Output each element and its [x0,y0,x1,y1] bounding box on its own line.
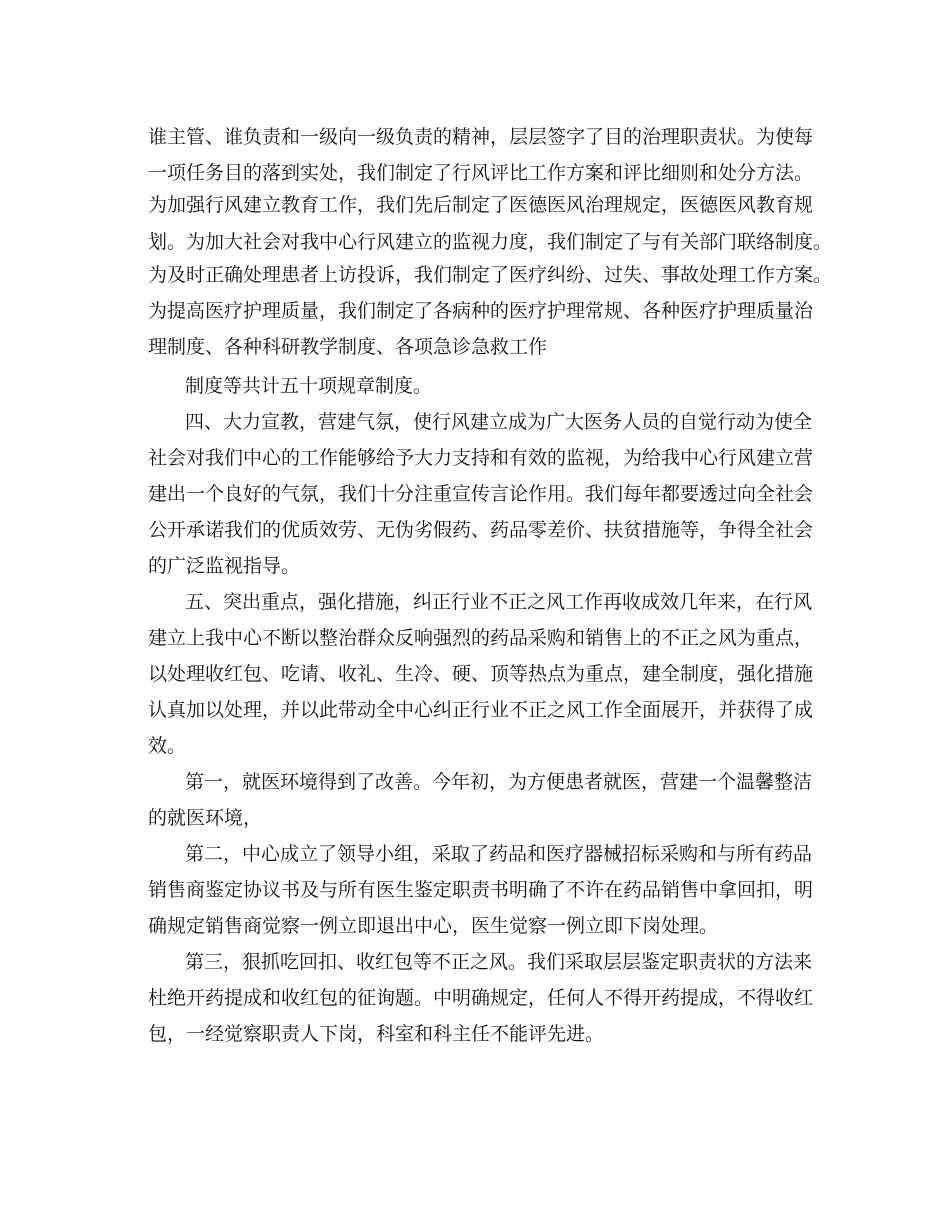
text-line [0,224,950,260]
text-line [0,872,950,908]
text-line [0,692,950,728]
text-line [0,155,950,191]
text-line [0,257,950,293]
text-line-content: 效。 [148,735,187,757]
text-line [0,512,950,548]
text-line-content: 理制度、各种科研教学制度、各项急诊急救工作 [148,336,548,358]
text-line-content: 为及时正确处理患者上访投诉，我们制定了医疗纠纷、过失、事故处理工作方案。 [148,264,833,286]
text-line [0,908,950,944]
text-line-content: 建出一个良好的气氛，我们十分注重宣传言论作用。我们每年都要透过向全社会 [148,483,814,505]
text-line [0,440,950,476]
text-line [0,980,950,1016]
text-line-content: 认真加以处理，并以此带动全中心纠正行业不正之风工作全面展开，并获得了成 [148,699,814,721]
text-line [0,1016,950,1052]
text-line [0,548,950,584]
text-line [0,944,950,980]
text-line-content: 为加强行风建立教育工作，我们先后制定了医德医风治理规定，医德医风教育规 [148,194,814,216]
text-line-content: 为提高医疗护理质量，我们制定了各病种的医疗护理常规、各种医疗护理质量治 [148,300,814,322]
text-line [0,368,950,404]
text-line-content: 五、突出重点，强化措施，纠正行业不正之风工作再收成效几年来，在行风 [185,591,813,613]
text-line-content: 确规定销售商觉察一例立即退出中心，医生觉察一例立即下岗处理。 [148,915,719,937]
text-line-content: 社会对我们中心的工作能够给予大力支持和有效的监视，为给我中心行风建立营 [148,447,814,469]
text-line-content: 谁主管、谁负责和一级向一级负责的精神，层层签字了目的治理职责状。为使每 [148,126,814,148]
text-line-content: 以处理收红包、吃请、收礼、生冷、硬、顶等热点为重点，建全制度，强化措施 [148,663,814,685]
text-line [0,620,950,656]
text-line [0,836,950,872]
text-line [0,800,950,836]
text-line [0,119,950,155]
text-line-content: 建立上我中心不断以整治群众反响强烈的药品采购和销售上的不正之风为重点， [148,627,814,649]
text-line-content: 第三，狠抓吃回扣、收红包等不正之风。我们采取层层鉴定职责状的方法来 [185,951,813,973]
text-line-content: 四、大力宣教，营建气氛，使行风建立成为广大医务人员的自觉行动为使全 [185,411,813,433]
text-line [0,584,950,620]
text-line-content: 第二，中心成立了领导小组，采取了药品和医疗器械招标采购和与所有药品 [185,843,813,865]
text-line [0,404,950,440]
text-line [0,187,950,223]
text-line-content: 包，一经觉察职责人下岗，科室和科主任不能评先进。 [148,1023,605,1045]
text-line-content: 第一，就医环境得到了改善。今年初，为方便患者就医，营建一个温馨整洁 [185,771,813,793]
text-line [0,329,950,365]
text-line-content: 杜绝开药提成和收红包的征询题。中明确规定，任何人不得开药提成，不得收红 [148,987,814,1009]
text-line-content: 制度等共计五十项规章制度。 [185,375,433,397]
text-line-content: 一项任务目的落到实处，我们制定了行风评比工作方案和评比细则和处分方法。 [148,162,814,184]
text-line-content: 划。为加大社会对我中心行风建立的监视力度，我们制定了与有关部门联络制度。 [148,231,833,253]
text-line [0,764,950,800]
text-line [0,293,950,329]
text-line-content: 公开承诺我们的优质效劳、无伪劣假药、药品零差价、扶贫措施等，争得全社会 [148,519,814,541]
text-line [0,728,950,764]
text-line-content: 的广泛监视指导。 [148,555,301,577]
text-line [0,656,950,692]
text-line-content: 的就医环境， [148,807,263,829]
text-line [0,476,950,512]
text-line-content: 销售商鉴定协议书及与所有医生鉴定职责书明确了不许在药品销售中拿回扣，明 [148,879,814,901]
